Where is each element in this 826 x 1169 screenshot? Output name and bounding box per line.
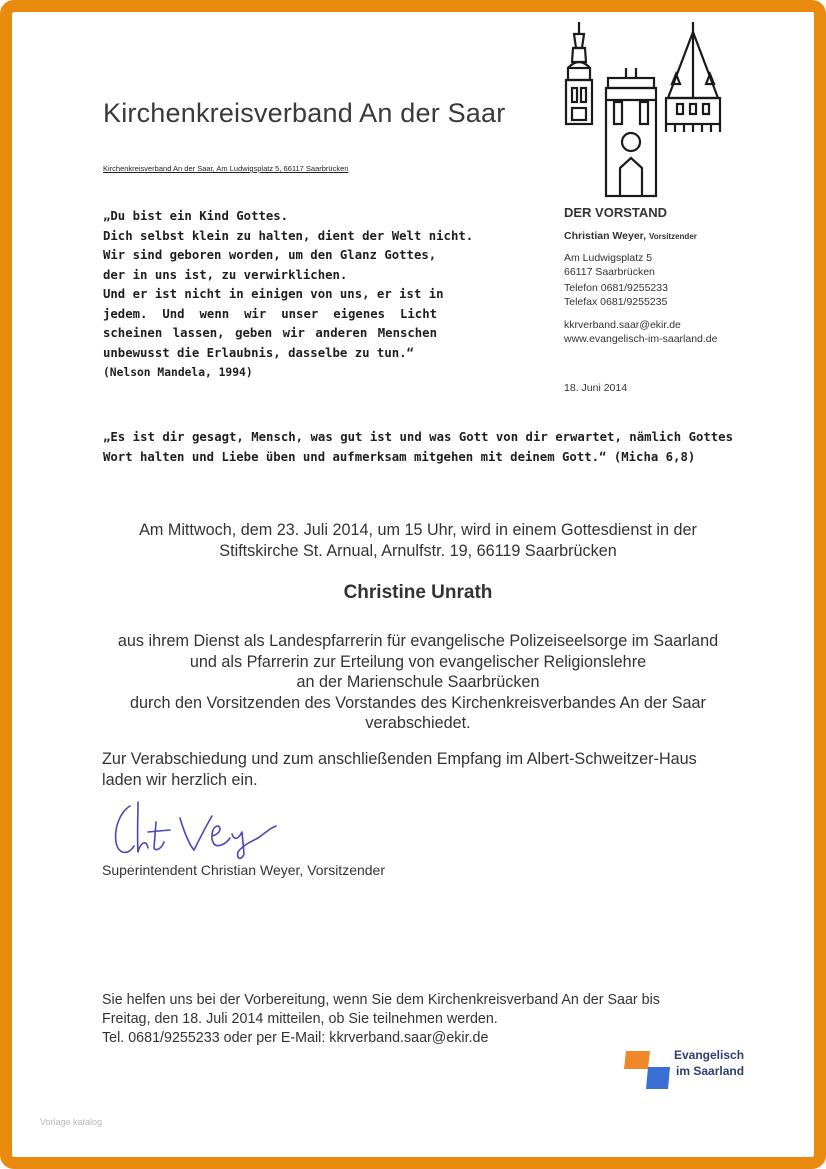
fax-number: Telefax 0681/9255235 (564, 295, 668, 308)
board-title: DER VORSTAND (564, 205, 668, 220)
mandela-quote (103, 207, 474, 383)
footer-line: Tel. 0681/9255233 oder per E-Mail: kkrverband.saar@ekir.de (102, 1030, 489, 1046)
farewell-description (100, 631, 736, 734)
closing-line: laden wir herzlich ein. (102, 770, 258, 789)
footer-line: Freitag, den 18. Juli 2014 mitteilen, ob Sie teilnehmen werden. (102, 1011, 498, 1027)
invitation-line: Am Mittwoch, dem 23. Juli 2014, um 15 Uhr, wird in einem Gottesdienst in der (139, 521, 697, 539)
letter-date: 18. Juni 2014 (564, 382, 628, 394)
logo-line: im Saarland (676, 1063, 745, 1078)
website-link[interactable]: www.evangelisch-im-saarland.de (564, 332, 718, 345)
email-link[interactable]: kkrverband.saar@ekir.de (564, 319, 681, 331)
chair-name (564, 230, 697, 242)
quote-line: scheinen lassen, geben wir anderen Menschen (103, 326, 437, 340)
quote-line: „Du bist ein Kind Gottes. (103, 209, 289, 223)
quote-line: Dich selbst klein zu halten, dient der Welt nicht. (103, 228, 474, 243)
organization-title: Kirchenkreisverband An der Saar (103, 98, 506, 128)
watermark: Vorlage katalog (40, 1117, 103, 1127)
footer-line: Sie helfen uns bei der Vorbereitung, wenn Sie dem Kirchenkreisverband An der Saar bis (102, 992, 660, 1008)
description-line: durch den Vorsitzenden des Vorstandes des Kirchenkreisverbandes An der Saar (130, 693, 706, 712)
chair-role: Vorsitzender (649, 232, 697, 241)
phone-number: Telefon 0681/9255233 (564, 282, 668, 294)
board-phone (564, 282, 668, 309)
description-line: aus ihrem Dienst als Landespfarrerin für evangelische Polizeiseelsorge im Saarland (117, 632, 719, 650)
micha-quote (103, 428, 733, 467)
closing-line: Zur Verabschiedung und zum anschließenden Empfang im Albert-Schweitzer-Haus (102, 750, 697, 768)
chair-name-text: Christian Weyer, (564, 230, 647, 242)
signatory-title: Superintendent Christian Weyer, Vorsitzender (102, 862, 386, 878)
address-city: 66117 Saarbrücken (564, 265, 655, 278)
address-street: Am Ludwigsplatz 5 (564, 252, 653, 264)
description-line: und als Pfarrerin zur Erteilung von evangelischer Religionslehre (189, 652, 647, 671)
quote-line: Wir sind geboren worden, um den Glanz Gottes, (103, 248, 437, 262)
description-line: verabschiedet. (365, 714, 471, 732)
quote-line: „Es ist dir gesagt, Mensch, was gut ist und was Gott von dir erwartet, nämlich Gottes (103, 430, 733, 444)
sender-address-line: Kirchenkreisverband An der Saar, Am Ludwigsplatz 5, 66117 Saarbrücken (103, 164, 349, 173)
invitation-text (100, 520, 736, 561)
board-contact (564, 319, 718, 346)
closing-invitation (102, 749, 697, 790)
quote-citation: (Nelson Mandela, 1994) (103, 366, 253, 379)
quote-line: Wort halten und Liebe üben und aufmerksam mitgehen mit deinem Gott.“ (Micha 6,8) (103, 449, 696, 464)
description-line: an der Marienschule Saarbrücken (296, 673, 540, 691)
quote-line: jedem. Und wenn wir unser eigenes Licht (103, 306, 437, 321)
honoree-name: Christine Unrath (343, 582, 493, 603)
church-towers-logo (560, 18, 726, 198)
quote-line: unbewusst die Erlaubnis, dasselbe zu tun.“ (103, 345, 414, 360)
board-address (564, 252, 655, 279)
quote-line: Und er ist nicht in einigen von uns, er ist in (103, 287, 444, 301)
handwritten-signature (108, 798, 283, 864)
rsvp-footer (102, 991, 660, 1048)
quote-line: der in uns ist, zu verwirklichen. (103, 267, 348, 282)
evangelisch-logo-icon (624, 1049, 670, 1091)
logo-line: Evangelisch (674, 1048, 745, 1062)
invitation-line: Stiftskirche St. Arnual, Arnulfstr. 19, 66119 Saarbrücken (219, 541, 617, 560)
evangelisch-logo-text (674, 1048, 744, 1079)
